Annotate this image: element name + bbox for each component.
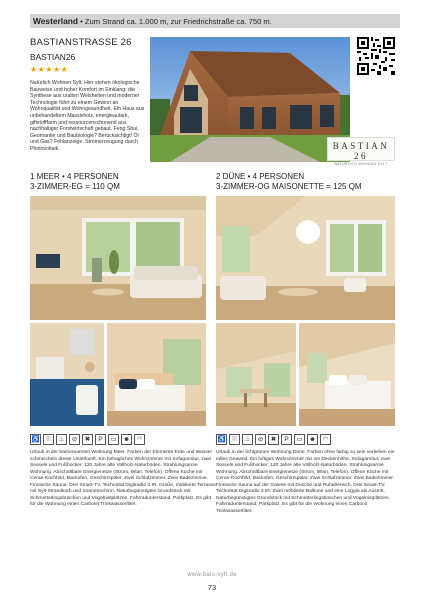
- unit-duene-amenities: [216, 434, 331, 445]
- unit-meer-description: Urlaub in der barrierearmen Wohnung Meer. Farben der Elemente Erde und Wasser schmeicheln dieser Unterkunft. Ein behagliches Wohnzimmer mit Sofagarnitur, zwei Sesseln und Fußhocker. 120 Jahre alte Vollholz-Naturböden. Strahlungsarme Wohnung. Abschaltbare Energienetze (Strom, Wlan, Telefon). Offene Küche mit Ceran-Kochfeld, Backofen, Geschirrspüler. Zwei Schlafzimmer. Zwei Badezimmer. Finnische Sauna. Drei Smart-TV. TechniSat Digitradio 3 IR. Große, möblierte Terrasse mit Sylt-Strandkorb und Sonnenschirm. Naturbegünstigtes Grundstück mit Schmetterlingsbüschen und Vogelnistplätzen. Fahrradunterstand. Parkplatz. Es gibt für die Wohnung einen Carbonit Trinkwasserfilter.: [30, 450, 216, 507]
- person-icon: ☻: [307, 434, 318, 445]
- unit-meer-guests: 1 MEER • 4 PERSONEN: [30, 172, 119, 181]
- tv-icon: ▭: [294, 434, 305, 445]
- logo-wordmark: BASTIAN 26: [332, 141, 390, 161]
- unit-meer-bedroom-photo: [107, 323, 206, 426]
- website-link[interactable]: www.bals-sylt.de: [187, 572, 237, 578]
- bathtub-icon: ⛆: [229, 434, 240, 445]
- property-address: BASTIANSTRASSE 26: [30, 37, 132, 48]
- page-number: 73: [207, 583, 217, 592]
- star-rating: ★★★★★: [30, 65, 69, 74]
- unit-duene-living-room-photo: [216, 196, 395, 320]
- parking-icon: P: [95, 434, 106, 445]
- unit-meer-bathroom-photo: [30, 323, 104, 426]
- no-smoking-icon: ⊘: [255, 434, 266, 445]
- wheelchair-icon: ♿: [217, 436, 226, 443]
- property-intro: Natürlich Wohnen Sylt. Hier stehen ökologische Bauweise und hoher Komfort im Einklang: die Synthese aus uralten Weisheiten und moderner Technologie führt zu einem Gewinn an Wohnqualität und Wohngesundheit. Ein Haus aus unbehandeltem Massivholz, energieautark, giftstofffarm und ressourcenschonend aus nachhaltiger Forstwirtschaft gebaut. Feng Shui, Geomantie und Baubiologie? Berücksichtigt! Öl und Gas? Fehlanzeige. Stromerzeugung durch Photovoltaik.: [30, 80, 145, 152]
- unit-duene-headline: [216, 172, 362, 191]
- sauna-icon: ♨: [56, 434, 67, 445]
- sauna-icon: ♨: [242, 434, 253, 445]
- location-distances: • Zum Strand ca. 1.000 m, zur Friedrichstraße ca. 750 m.: [80, 17, 272, 26]
- wheelchair-icon: ♿: [31, 436, 40, 443]
- house-exterior-photo: [150, 37, 350, 162]
- unit-meer-amenities: [30, 434, 145, 445]
- unit-duene-size: 3-ZIMMER-OG MAISONETTE = 125 QM: [216, 181, 362, 191]
- no-pets-icon: ✖: [82, 434, 93, 445]
- location-name: Westerland: [33, 16, 78, 26]
- parking-icon: P: [281, 434, 292, 445]
- no-smoking-icon: ⊘: [69, 434, 80, 445]
- unit-duene-bedroom-photo: [299, 323, 395, 426]
- logo-tagline: NATÜRLICH WOHNEN SYLT: [334, 162, 388, 166]
- unit-duene-guests: 2 DÜNE • 4 PERSONEN: [216, 172, 305, 181]
- tv-icon: ▭: [108, 434, 119, 445]
- person-icon: ☻: [121, 434, 132, 445]
- unit-meer-living-room-photo: [30, 196, 206, 320]
- unit-meer-size: 3-ZIMMER-EG = 110 QM: [30, 181, 120, 191]
- bathtub-icon: ⛆: [43, 434, 54, 445]
- no-pets-icon: ✖: [268, 434, 279, 445]
- unit-duene-description: Urlaub in der lichtgrünen Wohnung Düne. Farben ohne farbig zu sein verleihen ein edles Gewand. Ein luftiges Wohnzimmer mit 4m Deckenhöhe, Sofagarnitur, zwei Sesseln und Fußhocker. 120 Jahre alte Vollholz-Naturböden. Strahlungsarme Wohnung. Abschaltbare Energienetze (Strom, Wlan, Telefon). Offene Küche mit Ceran-Kochfeld, Backofen, Geschirrspüler. Zwei Schlafzimmer. Zwei Badezimmer. Finnische Sauna auf der Galerie mit Dusche und Ruhebereich. Drei Smart-TV. TechniSat Digitradio 3 IR. Zwei möblierte Balkone und eine Loggia als Austritt. Naturbegünstigtes Grundstück mit Schmetterlingsbüschen und Vogelnistplätzen. Fahrradunterstand. Parkplatz. Es gibt für die Wohnung einen Carbonit Trinkwasserfilter.: [216, 450, 395, 514]
- qr-code[interactable]: [357, 37, 395, 75]
- bastian26-logo: [327, 137, 395, 166]
- wifi-icon: ◠: [320, 434, 331, 445]
- unit-duene-dining-photo: [216, 323, 296, 426]
- location-header: [30, 14, 400, 28]
- wifi-icon: ◠: [134, 434, 145, 445]
- unit-meer-headline: [30, 172, 120, 191]
- property-name: BASTIAN26: [30, 52, 76, 62]
